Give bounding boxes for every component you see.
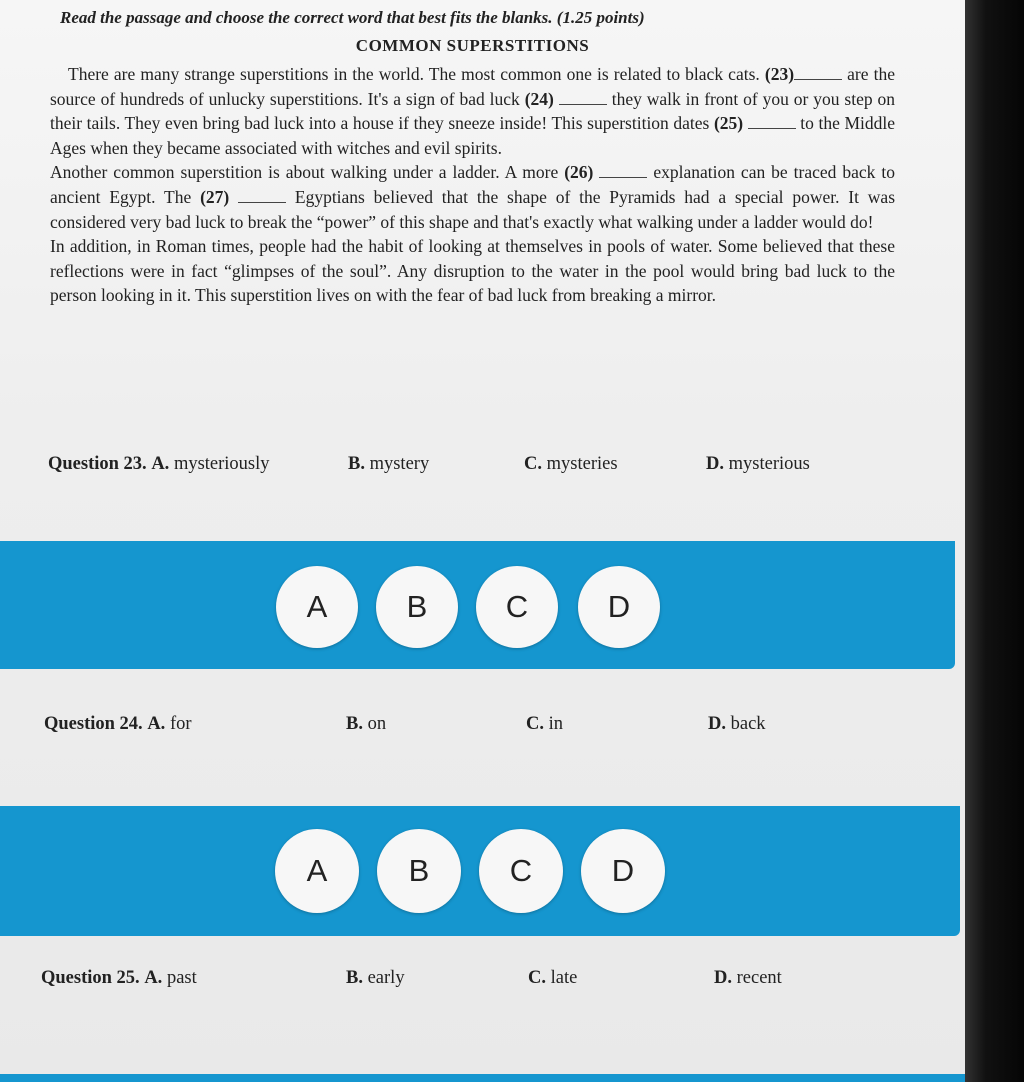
paragraph-3: In addition, in Roman times, people had the habit of looking at themselves in pools of water. Some believed that these reflections were in fact “glimpses of the soul”. Any disruption to the water in the pool would bring bad luck to the person looking in it. This superstition lives on with the fear of bad luck from breaking a mirror. [50,236,895,306]
question-option-b [346,714,386,735]
question-option-b [346,968,405,989]
blank-number: (27) [200,186,230,207]
question-label: Question 25. [41,968,140,988]
blank [238,188,286,203]
option-text: mystery [369,454,430,474]
question-option-a [48,454,270,475]
question-24 [0,714,965,754]
instruction: Read the passage and choose the correct word that best fits the blanks. (1.25 points) [60,8,645,27]
option-text: on [367,714,387,734]
option-text: recent [736,968,782,988]
option-text: mysteries [546,454,618,474]
option-letter: A. [151,454,170,474]
option-letter: C. [526,714,544,734]
option-letter: B. [346,714,363,734]
paragraph-text: explanation can be traced back to ancient Egypt. The [50,162,895,207]
paragraph-1 [50,62,895,160]
question-option-b [348,454,429,475]
answer-b-button[interactable]: B [376,566,458,648]
answer-d-button[interactable]: D [578,566,660,648]
option-letter: B. [348,454,365,474]
question-option-d [714,968,782,989]
blank [748,114,796,129]
blank [559,90,607,105]
paragraph-2 [50,160,895,234]
blank-number: (24) [524,88,554,109]
option-text: mysterious [728,454,810,474]
paragraph-text: Egyptians believed that the shape of the Pyramids had a special power. It was considered very bad luck to break the “power” of this shape and that's exactly what walking under a ladder would do! [50,186,896,232]
option-letter: D. [706,454,724,474]
option-letter: A. [147,714,166,734]
paragraph-text: to the Middle Ages when they became associated with witches and evil spirits. [50,113,896,158]
question-23 [0,454,965,494]
passage-section [50,4,895,308]
answer-b-button[interactable]: B [377,829,461,913]
blank [794,65,842,80]
question-option-d [708,714,766,735]
question-option-a [41,968,197,989]
answer-band-25 [0,1074,965,1082]
question-option-a [44,714,192,735]
option-text: mysteriously [173,454,270,474]
answer-a-button[interactable]: A [275,829,359,913]
blank-number: (25) [713,113,744,134]
paragraph-text: they walk in front of you or you step on their tails. They even bring bad luck into a house if they sneeze inside! This superstition dates [50,88,896,134]
blank-number: (26) [564,162,594,183]
question-25 [0,968,965,1008]
option-text: early [367,968,405,988]
question-option-d [706,454,810,475]
option-letter: C. [528,968,546,988]
question-option-c [524,454,618,475]
question-label: Question 24. [44,714,143,734]
blank-number: (23) [764,64,795,84]
device-edge [960,0,1024,1082]
option-text: for [169,714,192,734]
option-text: in [548,714,564,734]
answer-band-24 [0,806,960,936]
answer-c-button[interactable]: C [476,566,558,648]
option-letter: D. [714,968,732,988]
paragraph-text: There are many strange superstitions in the world. The most common one is related to black cats. [68,64,760,84]
blank [599,163,647,178]
option-letter: B. [346,968,363,988]
option-letter: C. [524,454,542,474]
paragraph-text: are the source of hundreds of unlucky superstitions. It's a sign of bad luck [50,64,895,109]
question-option-c [528,968,577,989]
option-text: past [166,968,197,988]
answer-a-button[interactable]: A [276,566,358,648]
answer-d-button[interactable]: D [581,829,665,913]
option-letter: D. [708,714,726,734]
question-label: Question 23. [48,454,147,474]
option-text: late [550,968,578,988]
paragraph-text: Another common superstition is about walking under a ladder. A more [50,162,559,183]
passage-title: COMMON SUPERSTITIONS [355,36,590,55]
answer-c-button[interactable]: C [479,829,563,913]
option-text: back [730,714,766,734]
option-letter: A. [144,968,163,988]
answer-band-23 [0,541,955,669]
question-option-c [526,714,563,735]
